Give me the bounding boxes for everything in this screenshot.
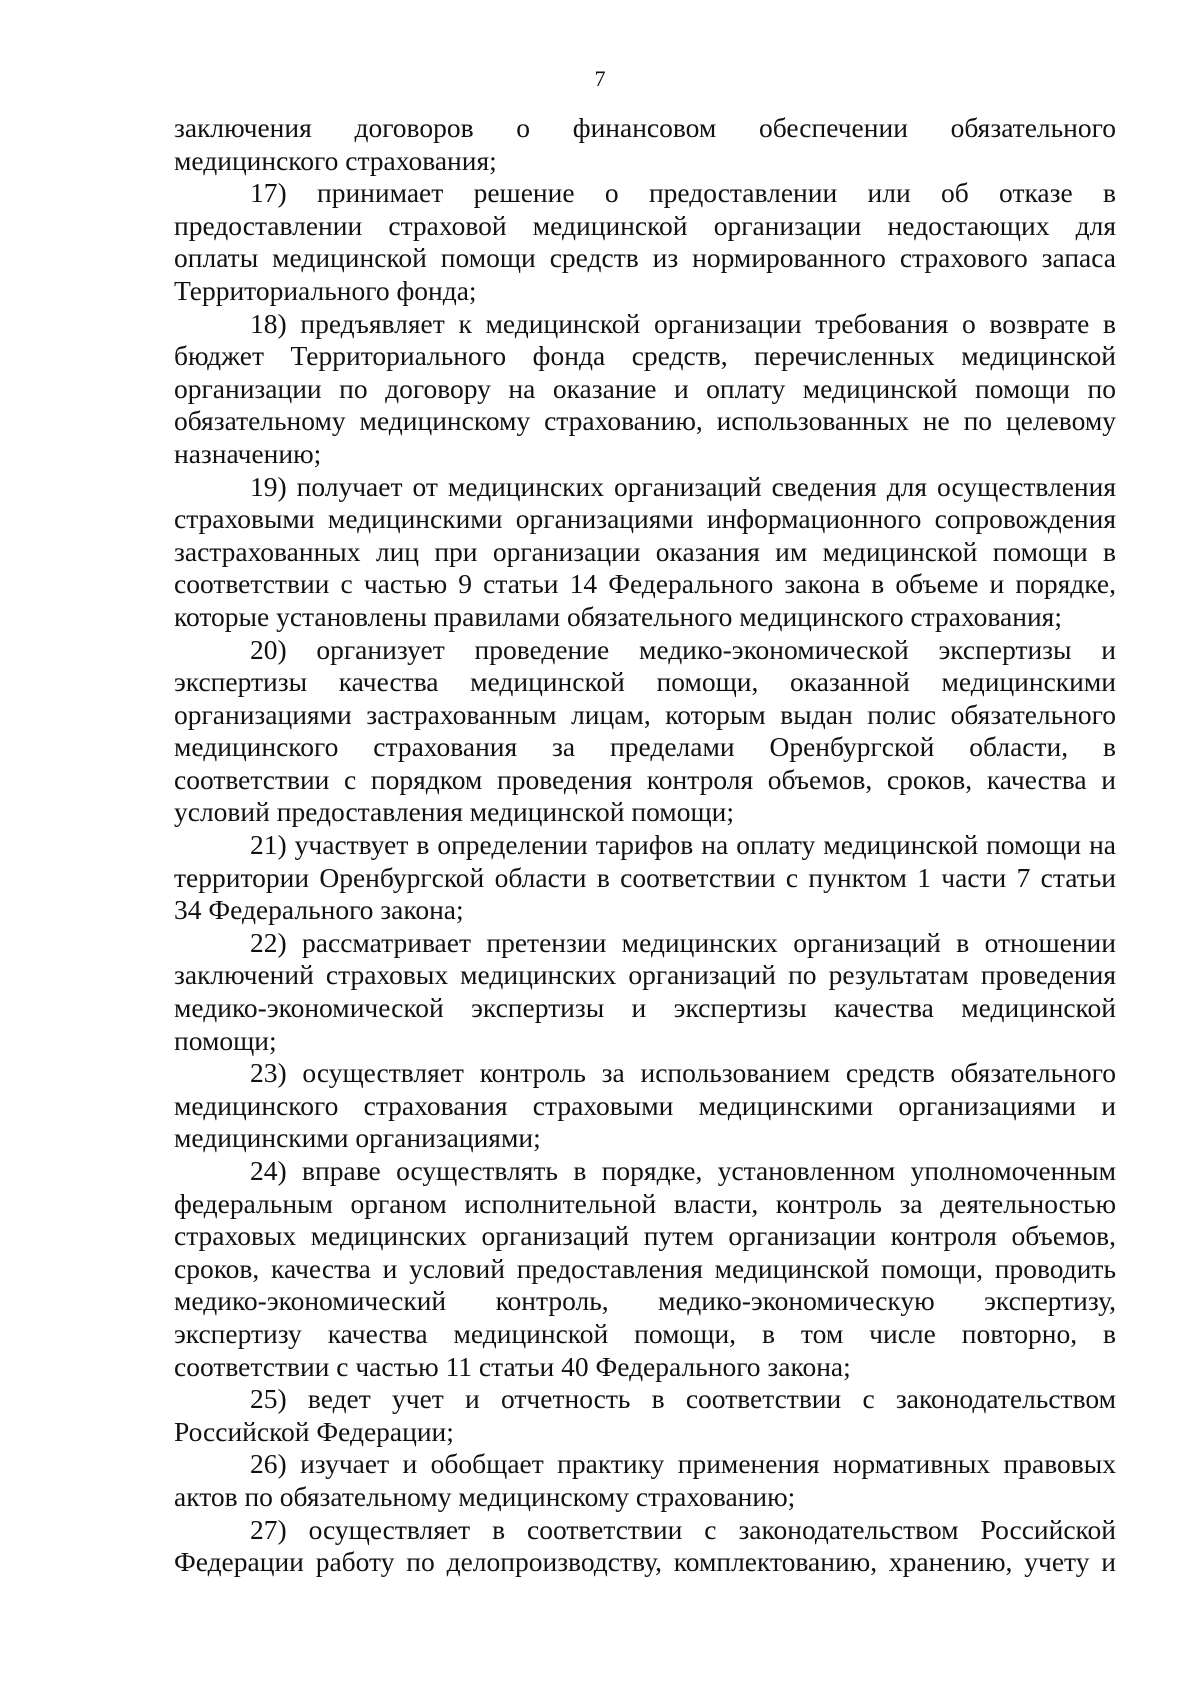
text-line: 17) принимает решение о предоставлении или об отказе в xyxy=(250,177,1116,209)
text-line: 34 Федерального закона; xyxy=(174,894,464,926)
text-line: 24) вправе осуществлять в порядке, установленном уполномоченным xyxy=(250,1155,1116,1186)
text-line: 23) осуществляет контроль за использованием средств обязательного xyxy=(250,1057,1116,1089)
text-line: заключений страховых медицинских организаций по результатам проведения xyxy=(174,959,1116,991)
text-line: территории Оренбургской области в соответствии с пунктом 1 части 7 статьи xyxy=(174,861,1116,893)
text-line: экспертизу качества медицинской помощи, в том числе повторно, в xyxy=(174,1317,1116,1349)
text-line: экспертизы качества медицинской помощи, оказанной медицинскими xyxy=(174,666,1116,698)
page-number: 7 xyxy=(594,66,606,91)
body-text xyxy=(174,112,1116,1579)
text-line: страховых медицинских организаций путем организации контроля объемов, xyxy=(174,1220,1116,1252)
text-line: заключения договоров о финансовом обеспечении обязательного xyxy=(174,112,1116,143)
text-line: медицинского страхования за пределами Оренбургской области, в xyxy=(174,731,1116,763)
text-line: актов по обязательному медицинскому страхованию; xyxy=(174,1480,796,1512)
text-line: застрахованных лиц при организации оказания им медицинской помощи в xyxy=(174,535,1116,567)
text-line: медицинского страхования страховыми медицинскими организациями и xyxy=(174,1089,1116,1121)
text-line: условий предоставления медицинской помощи; xyxy=(174,796,734,828)
text-line: которые установлены правилами обязательного медицинского страхования; xyxy=(174,600,1062,632)
text-line: страховыми медицинскими организациями информационного сопровождения xyxy=(174,503,1116,535)
text-line: предоставлении страховой медицинской организации недостающих для xyxy=(174,209,1116,241)
text-line: 27) осуществляет в соответствии с законодательством Российской xyxy=(250,1513,1116,1545)
text-line: 19) получает от медицинских организаций сведения для осуществления xyxy=(250,470,1116,502)
text-line: 21) участвует в определении тарифов на оплату медицинской помощи на xyxy=(250,829,1116,861)
text-line: организациями застрахованным лицам, которым выдан полис обязательного xyxy=(174,698,1116,730)
text-line: оплаты медицинской помощи средств из нормированного страхового запаса xyxy=(174,242,1116,274)
text-line: медицинскими организациями; xyxy=(174,1122,541,1154)
text-line: федеральным органом исполнительной власти, контроль за деятельностью xyxy=(174,1187,1116,1219)
text-line: 25) ведет учет и отчетность в соответствии с законодательством xyxy=(250,1383,1116,1415)
text-line: назначению; xyxy=(174,437,322,469)
text-line: Российской Федерации; xyxy=(174,1415,454,1447)
text-line: организации по договору на оказание и оплату медицинской помощи по xyxy=(174,372,1116,404)
text-line: бюджет Территориального фонда средств, перечисленных медицинской xyxy=(174,340,1116,372)
text-line: соответствии с частью 11 статьи 40 Федерального закона; xyxy=(174,1350,851,1382)
text-line: 26) изучает и обобщает практику применения нормативных правовых xyxy=(250,1448,1116,1480)
text-line: медико-экономический контроль, медико-экономическую экспертизу, xyxy=(174,1285,1116,1317)
text-line: помощи; xyxy=(174,1024,277,1056)
text-line: медико-экономической экспертизы и экспертизы качества медицинской xyxy=(174,992,1116,1024)
text-line: соответствии с частью 9 статьи 14 Федерального закона в объеме и порядке, xyxy=(174,568,1116,600)
text-line: Федерации работу по делопроизводству, комплектованию, хранению, учету и xyxy=(174,1546,1116,1578)
text-line: соответствии с порядком проведения контроля объемов, сроков, качества и xyxy=(174,763,1116,795)
text-line: Территориального фонда; xyxy=(174,274,477,306)
text-line: 18) предъявляет к медицинской организации требования о возврате в xyxy=(250,307,1116,339)
text-line: медицинского страхования; xyxy=(174,144,497,176)
text-line: 20) организует проведение медико-экономической экспертизы и xyxy=(250,633,1116,665)
text-line: сроков, качества и условий предоставления медицинской помощи, проводить xyxy=(174,1252,1116,1284)
text-line: обязательному медицинскому страхованию, использованных не по целевому xyxy=(174,405,1116,437)
text-line: 22) рассматривает претензии медицинских организаций в отношении xyxy=(250,926,1116,958)
